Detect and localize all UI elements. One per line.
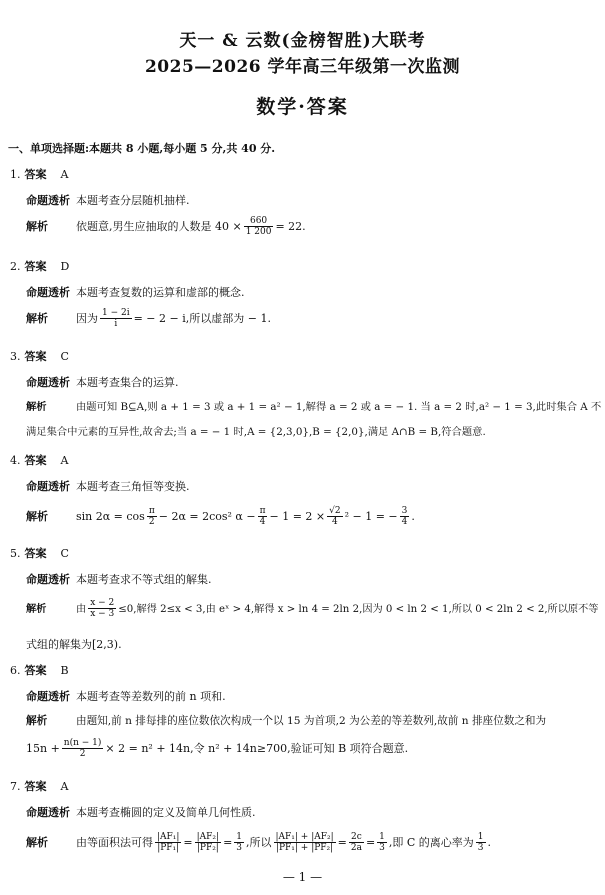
fraction: $\frac{1 - 2i}{i}$ [102,308,130,330]
insight-label: 命题透析 [26,573,70,586]
question-2-answer [10,258,69,274]
answer-label: 答案 [24,454,47,467]
question-5-insight [26,571,212,587]
fraction: $\frac{1}{3}$ [477,832,484,854]
answer-letter: A [60,454,69,467]
exam-subtitle: 2025—2026 学年高三年级第一次监测 [144,57,461,77]
answer-label: 答案 [24,664,47,677]
question-4-analysis [26,506,415,528]
analysis-label: 解析 [26,509,48,523]
fraction: $\frac{2c}{2a}$ [350,832,362,854]
question-6-analysis [26,713,546,728]
insight-label: 命题透析 [26,376,70,389]
question-3-analysis [26,398,601,413]
fraction: $\frac{\text{|AF₁|}}{\text{|PF₁|}}$ [157,832,180,854]
analysis-text: 由题知,前 n 排每排的座位数依次构成一个以 15 为首项,2 为公差的等差数列,故前 n 排座位数之和为 [76,715,547,727]
analysis-label: 解析 [26,715,48,727]
question-number: 2. [10,260,21,273]
question-6-insight [26,688,226,704]
question-6-answer [10,662,69,678]
insight-label: 命题透析 [26,480,70,493]
question-1-analysis [26,216,306,238]
analysis-text: 由 $\frac{x - 2}{x - 3}$ ≤0,解得 2≤x < 3,由 eˣ > 4,解得 x > ln 4 = 2ln 2,因为 0 < ln 2 < 1,所以 0 < 2ln 2 < 2,所以原不等 [76,598,599,620]
answer-letter: C [60,547,69,560]
insight-text: 本题考查分层随机抽样. [76,194,190,207]
analysis-label: 解析 [26,401,47,413]
fraction: $\frac{\pi}{4}$ [259,506,266,528]
insight-text: 本题考查集合的运算. [76,376,179,389]
answer-label: 答案 [24,547,47,560]
question-2-insight [26,284,245,300]
page-number: — 1 — [282,870,323,884]
fraction: $\frac{1}{3}$ [379,832,385,854]
fraction: $\frac{1}{3}$ [236,832,243,854]
insight-text: 本题考查等差数列的前 n 项和. [76,690,226,703]
analysis-label: 解析 [26,835,48,849]
answer-label: 答案 [24,350,47,363]
answer-letter: B [60,664,69,677]
answer-label: 答案 [24,260,47,273]
analysis-label: 解析 [26,602,47,615]
question-7-analysis [26,832,491,854]
document-title: 数学·答案 [256,96,349,118]
question-6-analysis-continued: 15n + $\frac{n(n - 1)}{2}$ × 2 = n² + 14n,令 n² + 14n≥700,验证可知 B 项符合题意. [26,738,409,760]
question-5-answer [10,545,69,561]
question-4-insight [26,478,190,494]
question-3-insight [26,374,179,390]
fraction: $\frac{√2}{4}$ [329,506,341,528]
question-number: 1. [10,168,21,181]
question-number: 4. [10,454,21,467]
analysis-text: 依题意,男生应抽取的人数是 40 × $\frac{660}{1 200}$ = 22. [76,216,306,238]
analysis-label: 解析 [26,219,48,233]
fraction: $\frac{n(n - 1)}{2}$ [63,738,102,760]
answer-label: 答案 [24,780,47,793]
fraction: $\frac{3}{4}$ [401,506,408,528]
answer-letter: D [60,260,70,273]
question-4-answer [10,452,68,468]
question-5-analysis-continued: 式组的解集为[2,3). [26,638,122,651]
question-1-answer [10,166,68,182]
fraction: $\frac{\text{|AF₂|}}{\text{|PF₂|}}$ [196,832,220,854]
insight-label: 命题透析 [26,690,70,703]
exam-title: 天一 & 云数(金榜智胜)大联考 [179,31,426,51]
question-number: 5. [10,547,21,560]
answer-letter: A [60,780,69,793]
insight-label: 命题透析 [26,286,70,299]
question-2-analysis [26,308,271,330]
analysis-text: 由题可知 B⊆A,则 a + 1 = 3 或 a + 1 = a² − 1,解得 a = 2 或 a = − 1. 当 a = 2 时,a² − 1 = 3,此时集合 A 不 [76,401,602,413]
section-heading: 一、单项选择题:本题共 8 小题,每小题 5 分,共 40 分. [8,142,276,155]
analysis-label: 解析 [26,311,48,325]
insight-label: 命题透析 [26,806,70,819]
fraction: $\frac{\text{|AF₁| + |AF₂|}}{\text{|PF₁| + |PF₂|}}$ [275,832,334,854]
answer-label: 答案 [24,168,47,181]
fraction: $\frac{\pi}{2}$ [148,506,155,528]
question-7-answer [10,778,68,794]
insight-text: 本题考查复数的运算和虚部的概念. [76,286,245,299]
question-3-answer [10,348,69,364]
question-number: 7. [10,780,21,793]
analysis-text: 由等面积法可得 $\frac{\text{|AF₁|}}{\text{|PF₁|}}$ = $\frac{\text{|AF₂|}}{\text{|PF₂|}}$ = $\frac{1}{3}$ ,所以 $\frac{\text{|AF₁| + |AF₂|}}{\text{|PF₁| + |PF₂|}}$ = $\frac{2c}{2a}$ = $\frac{1}{3}$ ,即 C 的离心率为 $\frac{1}{3}$ . [76,832,492,854]
question-1-insight [26,192,190,208]
insight-text: 本题考查求不等式组的解集. [76,573,212,586]
question-number: 3. [10,350,21,363]
analysis-text: 因为 $\frac{1 - 2i}{i}$ = − 2 − i,所以虚部为 − 1. [76,308,271,330]
question-3-analysis-continued: 满足集合中元素的互异性,故舍去;当 a = − 1 时,A = {2,3,0},B = {2,0},满足 A∩B = B,符合题意. [26,426,486,438]
insight-text: 本题考查三角恒等变换. [76,480,190,493]
analysis-text: sin 2α = cos $\frac{\pi}{2}$ − 2α = 2cos² α − $\frac{\pi}{4}$ − 1 = 2 × $\frac{√2}{4}$ ² − 1 = − $\frac{3}{4}$ . [76,506,415,528]
fraction: $\frac{x - 2}{x - 3}$ [90,598,115,620]
insight-label: 命题透析 [26,194,70,207]
question-number: 6. [10,664,21,677]
insight-text: 本题考查椭圆的定义及简单几何性质. [76,806,256,819]
question-7-insight [26,804,256,820]
answer-letter: C [60,350,69,363]
question-5-analysis [26,598,599,620]
answer-letter: A [60,168,69,181]
fraction: $\frac{660}{1 200}$ [245,216,272,238]
